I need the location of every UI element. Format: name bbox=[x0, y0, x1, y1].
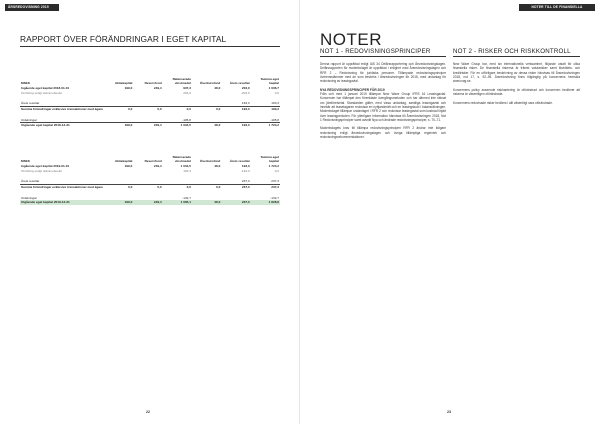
cell-value: 48,0 bbox=[214, 86, 221, 91]
cell-value: 0,0 bbox=[104, 184, 133, 189]
row-label: Summa förändringar exklusive transaktioner med ägare bbox=[21, 106, 104, 111]
column-header: Balanserade vinstmedel bbox=[172, 78, 191, 85]
cell-value: 193,3 bbox=[251, 106, 280, 111]
cell-value: 0,0 bbox=[192, 184, 221, 189]
row-label: Årets resultat bbox=[21, 179, 40, 184]
column-header: Överkursfond bbox=[200, 158, 221, 163]
report-title: RAPPORT ÖVER FÖRÄNDRINGAR I EGET KAPITAL bbox=[20, 34, 227, 44]
cell-value: 0,0 bbox=[133, 106, 162, 111]
table-header-row bbox=[20, 156, 280, 164]
column-header: Balanserade vinstmedel bbox=[172, 156, 191, 163]
cell-value: -105,8 bbox=[182, 117, 191, 122]
column-header: Summa eget kapital bbox=[260, 156, 279, 163]
row-label: Utdelningar bbox=[21, 195, 37, 200]
row-label: Årets resultat bbox=[21, 101, 40, 106]
column-header: Reservfond bbox=[144, 80, 162, 85]
notes-heading: NOTER bbox=[320, 30, 382, 49]
note2-rule bbox=[453, 56, 580, 57]
note2-paragraph: New Wave Group har, med sin internationella verksamhet, flöjande utsatt för olika finansiella risker. De finansiella riskerna är främst valutarisker samt likviditets- och kreditrisker. För en utförligare beskrivning av dessa risker hänvisas till Årsredovisningen 2018, not 17, s. 92–95. Årsredovisning finns tillgänglig på koncernens hemsida www.nwg.se. bbox=[453, 62, 580, 84]
cell-value: 193,3 bbox=[221, 106, 250, 111]
cell-value: 0,0 bbox=[133, 184, 162, 189]
cell-value: 1 724,2 bbox=[251, 123, 280, 128]
cell-value: 249,4 bbox=[133, 123, 162, 128]
cell-value: 193,3 bbox=[221, 123, 250, 128]
cell-value: 0,0 bbox=[163, 184, 192, 189]
cell-value: 193,3 bbox=[271, 101, 279, 106]
cell-value: 0,0 bbox=[163, 106, 192, 111]
row-label: Utgående eget kapital 2018-12-31 bbox=[20, 123, 104, 128]
left-page-tag: ÅRSREDOVISNING 2019 bbox=[5, 4, 59, 11]
note2-body bbox=[453, 62, 580, 109]
cell-value: 249,4 bbox=[153, 86, 162, 91]
cell-value: 1 034,5 bbox=[163, 123, 192, 128]
note1-body bbox=[320, 62, 446, 144]
table-row bbox=[20, 123, 280, 128]
cell-value: 48,0 bbox=[214, 164, 221, 169]
cell-value: 1 095,1 bbox=[163, 200, 192, 205]
row-label: Utgående eget kapital 2019-12-31 bbox=[20, 200, 104, 205]
cell-value: 199,0 bbox=[124, 86, 133, 91]
note1-paragraph: Moderbolagets krav till tillämpa redovisningsprincipen RFR 2 ändrar inte tidigare redovisning enligt årsredovisningslagen och övriga tillämpliga regelverk och redovisningsrekommendationer. bbox=[320, 126, 446, 140]
equity-table-2018 bbox=[20, 78, 280, 128]
note2-paragraph: Koncernens policy avseende riskhantering är oförändrad och koncernen bedömer att riskerna är väsentligen oförändrade. bbox=[453, 87, 580, 97]
cell-value: 199,0 bbox=[104, 200, 133, 205]
cell-value: 237,3 bbox=[241, 179, 250, 184]
column-header: Överkursfond bbox=[200, 80, 221, 85]
cell-value: 249,4 bbox=[153, 164, 162, 169]
cell-value: 199,0 bbox=[124, 164, 133, 169]
cell-value: -203,0 bbox=[240, 90, 250, 95]
cell-value: 1 828,8 bbox=[251, 200, 280, 205]
title-rule bbox=[20, 46, 280, 47]
row-label: Summa förändringar exklusive transaktioner med ägare bbox=[21, 184, 104, 189]
cell-value: -132,7 bbox=[182, 195, 191, 200]
cell-value: 193,3 bbox=[183, 168, 191, 173]
note1-subheading: NYA REDOVISNINGSPRINCIPER FÖR 2019 bbox=[320, 87, 385, 92]
cell-value: 1 724,2 bbox=[268, 164, 279, 169]
row-label: Omföring enligt stämmobeslut bbox=[21, 90, 63, 95]
row-label: Omföring enligt stämmobeslut bbox=[21, 168, 63, 173]
right-page bbox=[300, 0, 600, 424]
cell-value: 203,0 bbox=[183, 90, 191, 95]
cell-value: 0,0 bbox=[192, 106, 221, 111]
cell-value: 249,4 bbox=[133, 200, 162, 205]
cell-value: 1 636,7 bbox=[268, 86, 279, 91]
note2-paragraph: Koncernens redovisade risker bedöms i allt väsentligt vara oförändrade. bbox=[453, 100, 553, 105]
column-header-label: MSEK bbox=[21, 158, 30, 163]
cell-value: 0,0 bbox=[104, 106, 133, 111]
cell-value: 48,0 bbox=[192, 200, 221, 205]
table-row bbox=[20, 200, 280, 205]
note1-rule bbox=[320, 56, 446, 57]
column-header: Aktiekapital bbox=[114, 158, 133, 163]
column-header: Aktiekapital bbox=[114, 80, 133, 85]
cell-value: 203,0 bbox=[241, 86, 250, 91]
column-header: Årets resultat bbox=[229, 158, 250, 163]
cell-value: 237,3 bbox=[251, 184, 280, 189]
column-header: Summa eget kapital bbox=[260, 78, 279, 85]
cell-value: -193,3 bbox=[240, 168, 250, 173]
cell-value: 199,0 bbox=[104, 123, 133, 128]
right-page-tag: NOTER TILL DE FINANSIELLA RAPPORTERNA bbox=[519, 4, 595, 11]
page-number: 22 bbox=[146, 410, 150, 414]
cell-value: 237,3 bbox=[271, 179, 279, 184]
row-label: Ingående eget kapital 2019-01-01 bbox=[21, 164, 70, 169]
cell-value: 193,3 bbox=[241, 101, 250, 106]
cell-value: -132,7 bbox=[270, 195, 279, 200]
cell-value: 0,0 bbox=[274, 168, 279, 173]
column-header: Årets resultat bbox=[229, 80, 250, 85]
cell-value: 0,0 bbox=[274, 90, 279, 95]
cell-value: 48,0 bbox=[192, 123, 221, 128]
cell-value: 193,3 bbox=[241, 164, 250, 169]
note1-title: NOT 1 - REDOVISNINGSPRINCIPER bbox=[320, 48, 431, 55]
table-header-row bbox=[20, 78, 280, 86]
row-label: Ingående eget kapital 2018-01-01 bbox=[21, 86, 70, 91]
cell-value: 237,3 bbox=[221, 184, 250, 189]
cell-value: -105,8 bbox=[270, 117, 279, 122]
note1-paragraph: Denna rapport är upprättad enligt IAS 34 Delårsrapportering och Årsredovisningslagen. Delårsrapporten för moderbolaget är upprättad i enlighet med Årsredovisningslagen och RFR 2 – Redovisning för juridiska personer. Tillämpade redovisningsprinciper överensstämmer med de som beskrivs i årsredovisningen för 2018, med undantag för redovisning av leasingavtal. bbox=[320, 62, 446, 84]
note2-title: NOT 2 - RISKER OCH RISKKONTROLL bbox=[453, 48, 571, 55]
column-header-label: MSEK bbox=[21, 80, 30, 85]
row-label: Utdelningar bbox=[21, 117, 37, 122]
cell-value: 1 034,5 bbox=[180, 164, 191, 169]
cell-value: 937,3 bbox=[183, 86, 191, 91]
cell-value: 237,3 bbox=[221, 200, 250, 205]
equity-table-2019 bbox=[20, 156, 280, 205]
page-number: 23 bbox=[447, 410, 451, 414]
note1-paragraph: Från och med 1 januari 2019 tillämpar New Wave Group IFRS 16 Leasingavtal. Koncernen har tillämpat den förenklade övergångsmetoden och har därmed inte räknat om jämförelsetal. Standarden gäller, med vissa undantag, samtliga leasingavtal och innebär att leasetagaren redovisar en nyttjanderätt och en leasingskuld i balansräkningen. Moderbolaget tillämpar undantaget i RFR 2 och redovisar leasingavtal som kostnad linjärt över leasingperioden. För ytterligare information hänvisas till Årsredovisningen 2018, Not 1 Redovisningsprinciper samt avsnitt Nya och ändrade redovisningsprinciper, s. 70–71. bbox=[320, 92, 446, 122]
column-header: Reservfond bbox=[144, 158, 162, 163]
